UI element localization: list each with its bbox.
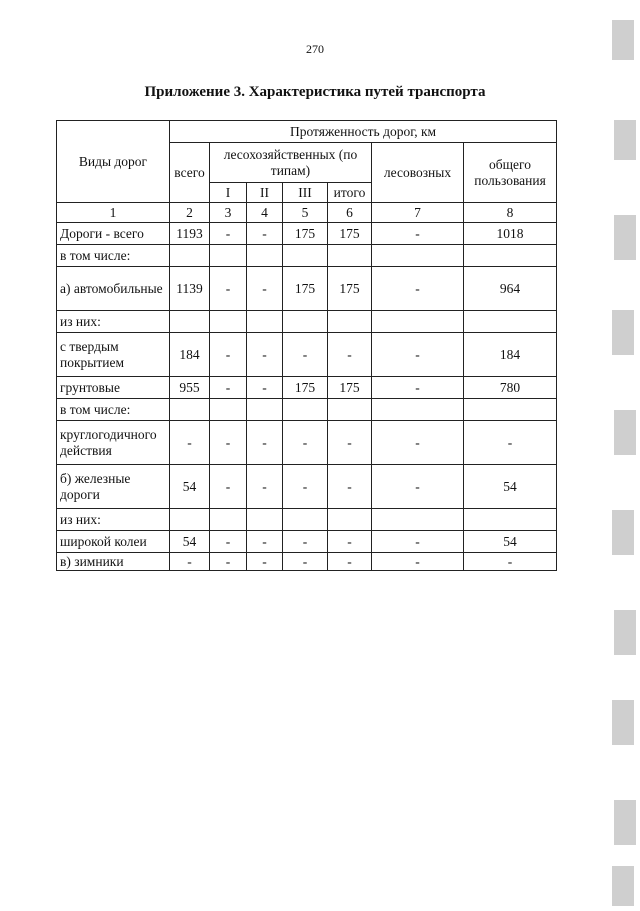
header-type-ii: II	[247, 183, 283, 203]
page-title: Приложение 3. Характеристика путей транспорта	[144, 84, 486, 100]
table-row	[57, 509, 557, 531]
table-cell	[283, 311, 328, 333]
table-cell: -	[247, 531, 283, 553]
table-cell: -	[170, 553, 210, 571]
row-label: грунтовые	[57, 377, 170, 399]
table-cell	[247, 509, 283, 531]
table-row	[57, 267, 557, 311]
table-cell: -	[372, 465, 464, 509]
header-road-types: Виды дорог	[57, 121, 170, 203]
row-label: в том числе:	[57, 245, 170, 267]
scan-edge-mark	[614, 800, 636, 845]
table-cell: -	[210, 333, 247, 377]
table-cell: -	[372, 553, 464, 571]
table-cell	[170, 509, 210, 531]
table-cell	[328, 311, 372, 333]
table-cell: -	[247, 223, 283, 245]
table-cell	[464, 509, 557, 531]
table-cell	[283, 509, 328, 531]
table-cell: -	[372, 333, 464, 377]
row-label: из них:	[57, 509, 170, 531]
table-cell	[283, 399, 328, 421]
table-row	[57, 399, 557, 421]
table-cell	[210, 509, 247, 531]
scan-edge-mark	[614, 120, 636, 160]
header-length-group: Протяженность дорог, км	[170, 121, 557, 143]
table-cell: -	[328, 465, 372, 509]
table-cell	[247, 245, 283, 267]
header-timber: лесовозных	[372, 143, 464, 203]
header-type-i: I	[210, 183, 247, 203]
scan-edge-mark	[612, 700, 634, 745]
table-cell: 175	[283, 267, 328, 311]
table-cell	[464, 245, 557, 267]
table-cell: -	[464, 421, 557, 465]
table-cell: -	[372, 267, 464, 311]
table-cell: -	[247, 553, 283, 571]
table-cell	[210, 399, 247, 421]
table-row	[57, 223, 557, 245]
table-cell: -	[210, 267, 247, 311]
table-row	[57, 465, 557, 509]
table-cell: -	[247, 267, 283, 311]
row-label: из них:	[57, 311, 170, 333]
table-cell: 1139	[170, 267, 210, 311]
table-cell: -	[328, 421, 372, 465]
table-cell: -	[210, 531, 247, 553]
column-number: 8	[464, 203, 557, 223]
table-cell: -	[210, 465, 247, 509]
header-public: общего пользования	[464, 143, 557, 203]
row-label: б) железные дороги	[57, 465, 170, 509]
table-cell: -	[464, 553, 557, 571]
table-cell: 175	[328, 267, 372, 311]
table-cell: 175	[283, 223, 328, 245]
table-cell: -	[210, 377, 247, 399]
table-cell: -	[210, 421, 247, 465]
row-label: с твердым покрытием	[57, 333, 170, 377]
scan-edge-mark	[614, 215, 636, 260]
table-cell: 955	[170, 377, 210, 399]
table-cell	[372, 399, 464, 421]
table-row	[57, 245, 557, 267]
table-row	[57, 311, 557, 333]
table-cell: 184	[464, 333, 557, 377]
table-cell	[283, 245, 328, 267]
table-cell: -	[247, 333, 283, 377]
table-cell: 54	[464, 465, 557, 509]
table-cell: -	[247, 421, 283, 465]
table-cell	[170, 399, 210, 421]
table-cell: 54	[170, 465, 210, 509]
table-cell	[210, 311, 247, 333]
table-cell: -	[210, 223, 247, 245]
header-forestry: лесохозяйственных (по типам)	[210, 143, 372, 183]
header-type-total: итого	[328, 183, 372, 203]
row-label: широкой колеи	[57, 531, 170, 553]
table-cell: -	[247, 465, 283, 509]
scan-edge-mark	[612, 866, 634, 906]
table-cell: -	[372, 223, 464, 245]
row-label: а) автомобильные	[57, 267, 170, 311]
header-total: всего	[170, 143, 210, 203]
table-cell: -	[328, 553, 372, 571]
scan-edge-mark	[612, 510, 634, 555]
row-label: Дороги - всего	[57, 223, 170, 245]
header-type-iii: III	[283, 183, 328, 203]
table-body	[57, 223, 557, 571]
table-cell: -	[283, 421, 328, 465]
column-number: 2	[170, 203, 210, 223]
table-cell	[464, 311, 557, 333]
row-label: в) зимники	[57, 553, 170, 571]
table-cell: 1193	[170, 223, 210, 245]
column-number: 1	[57, 203, 170, 223]
column-number: 5	[283, 203, 328, 223]
table-cell	[247, 399, 283, 421]
table-row	[57, 333, 557, 377]
table-cell: -	[210, 553, 247, 571]
scan-edge-mark	[612, 310, 634, 355]
table-cell: 175	[328, 377, 372, 399]
table-cell	[328, 509, 372, 531]
table-cell: 1018	[464, 223, 557, 245]
table-cell	[372, 509, 464, 531]
table-cell: 184	[170, 333, 210, 377]
table-cell: -	[372, 377, 464, 399]
table-cell: 964	[464, 267, 557, 311]
table-row	[57, 553, 557, 571]
table-cell: -	[328, 531, 372, 553]
table-cell: -	[283, 531, 328, 553]
scan-edge-mark	[614, 610, 636, 655]
row-label: в том числе:	[57, 399, 170, 421]
row-label: круглогодичного действия	[57, 421, 170, 465]
table-cell	[247, 311, 283, 333]
scan-edge-mark	[612, 20, 634, 60]
table-cell: -	[283, 553, 328, 571]
table-row	[57, 377, 557, 399]
table-cell	[372, 311, 464, 333]
table-cell: 54	[170, 531, 210, 553]
table-row	[57, 421, 557, 465]
table-cell: 175	[283, 377, 328, 399]
table-cell	[464, 399, 557, 421]
table-cell: -	[372, 421, 464, 465]
table-cell: 780	[464, 377, 557, 399]
table-row	[57, 531, 557, 553]
table-cell: -	[247, 377, 283, 399]
table-cell	[210, 245, 247, 267]
table-cell: -	[372, 531, 464, 553]
roads-table	[56, 120, 557, 571]
table-cell: -	[283, 465, 328, 509]
table-cell	[170, 311, 210, 333]
table-cell: -	[170, 421, 210, 465]
table-cell: -	[328, 333, 372, 377]
table-cell	[372, 245, 464, 267]
column-number: 3	[210, 203, 247, 223]
column-number: 7	[372, 203, 464, 223]
table-cell: 54	[464, 531, 557, 553]
page-number: 270	[306, 42, 324, 56]
table-cell	[328, 245, 372, 267]
table-cell	[170, 245, 210, 267]
table-cell: -	[283, 333, 328, 377]
column-number: 6	[328, 203, 372, 223]
table-cell	[328, 399, 372, 421]
scan-edge-mark	[614, 410, 636, 455]
column-number: 4	[247, 203, 283, 223]
table-cell: 175	[328, 223, 372, 245]
